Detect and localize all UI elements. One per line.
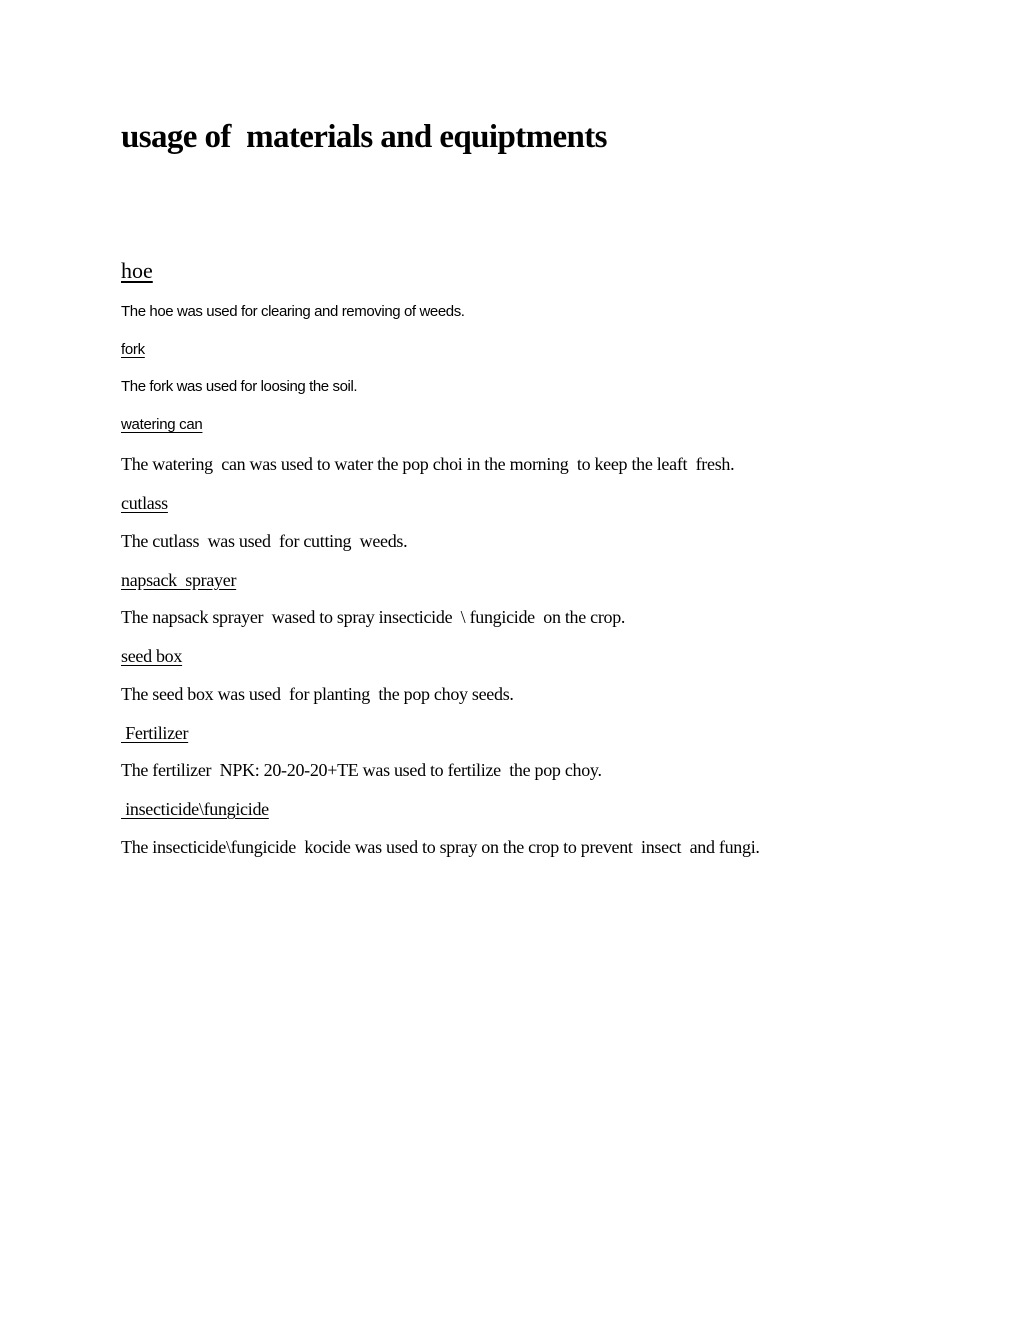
- item-text-watering-can: The watering can was used to water the pop choi in the morning to keep the leaft fresh.: [121, 454, 735, 474]
- item-text-seed-box: The seed box was used for planting the pop choy seeds.: [121, 684, 514, 704]
- item-text-fork: The fork was used for loosing the soil.: [121, 378, 358, 395]
- page-title: usage of materials and equiptments: [121, 119, 607, 155]
- item-heading-fertilizer: Fertilizer: [121, 723, 189, 743]
- item-heading-insecticide-fungicide: insecticide\fungicide: [121, 799, 269, 819]
- item-heading-napsack-sprayer: napsack sprayer: [121, 570, 237, 590]
- item-heading-hoe: hoe: [121, 258, 153, 283]
- item-heading-cutlass: cutlass: [121, 493, 168, 513]
- item-heading-watering-can: watering can: [121, 416, 203, 433]
- item-text-cutlass: The cutlass was used for cutting weeds.: [121, 531, 408, 551]
- item-text-hoe: The hoe was used for clearing and removing of weeds.: [121, 303, 465, 320]
- item-text-fertilizer: The fertilizer NPK: 20-20-20+TE was used to fertilize the pop choy.: [121, 760, 602, 780]
- item-heading-seed-box: seed box: [121, 646, 183, 666]
- item-heading-fork: fork: [121, 341, 145, 358]
- item-text-napsack-sprayer: The napsack sprayer wased to spray insecticide \ fungicide on the crop.: [121, 607, 626, 627]
- item-text-insecticide-fungicide: The insecticide\fungicide kocide was used to spray on the crop to prevent insect and fungi.: [121, 837, 760, 857]
